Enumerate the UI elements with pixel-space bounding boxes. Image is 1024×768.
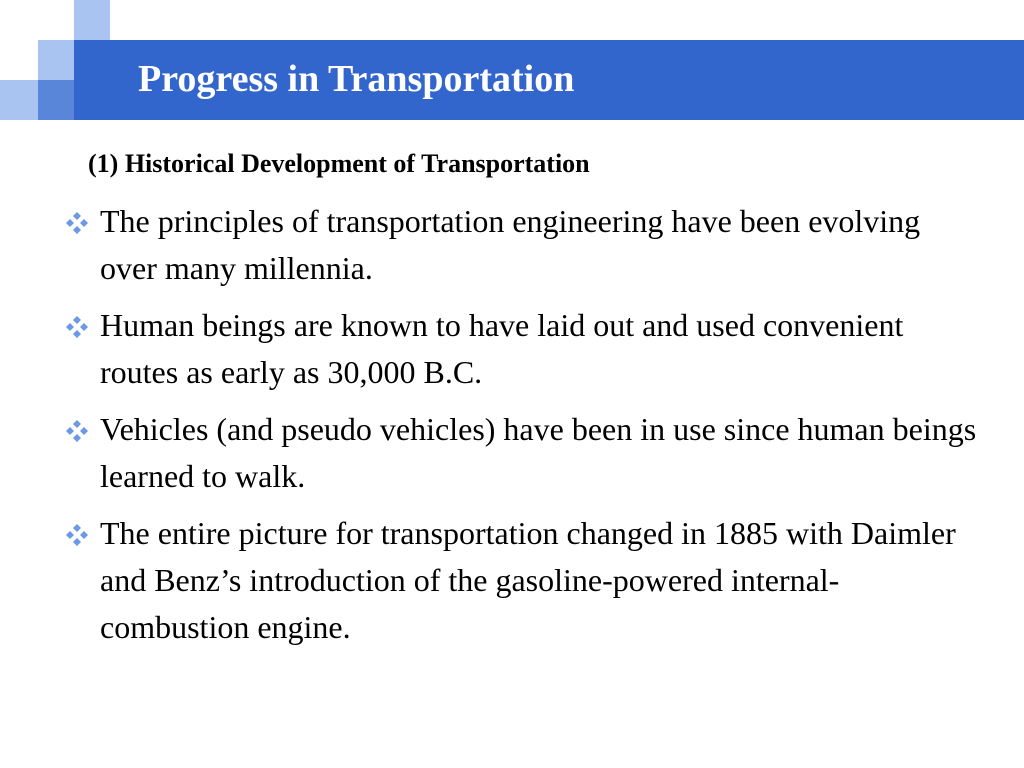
bullet-text: The principles of transportation engineering have been evolving over many millennia. [100, 203, 921, 286]
bullet-item [62, 510, 982, 651]
slide-subtitle: (1) Historical Development of Transportation [88, 149, 590, 178]
bullet-item [62, 406, 982, 500]
bullet-text: The entire picture for transportation changed in 1885 with Daimler and Benz’s introduction of the gasoline-powered internal-combustion engine. [100, 515, 956, 645]
decorative-square [38, 40, 74, 80]
bullet-item [62, 302, 982, 396]
diamond-bullet-icon [62, 524, 92, 546]
diamond-bullet-icon [62, 212, 92, 234]
bullet-list [62, 198, 982, 661]
bullet-text: Human beings are known to have laid out and used convenient routes as early as 30,000 B.C. [100, 307, 904, 390]
bullet-item [62, 198, 982, 292]
diamond-bullet-icon [62, 420, 92, 442]
decorative-square [38, 80, 74, 120]
decorative-square [0, 80, 38, 120]
bullet-text: Vehicles (and pseudo vehicles) have been in use since human beings learned to walk. [100, 411, 977, 494]
slide-title: Progress in Transportation [138, 58, 575, 100]
diamond-bullet-icon [62, 316, 92, 338]
decorative-square [74, 0, 110, 40]
